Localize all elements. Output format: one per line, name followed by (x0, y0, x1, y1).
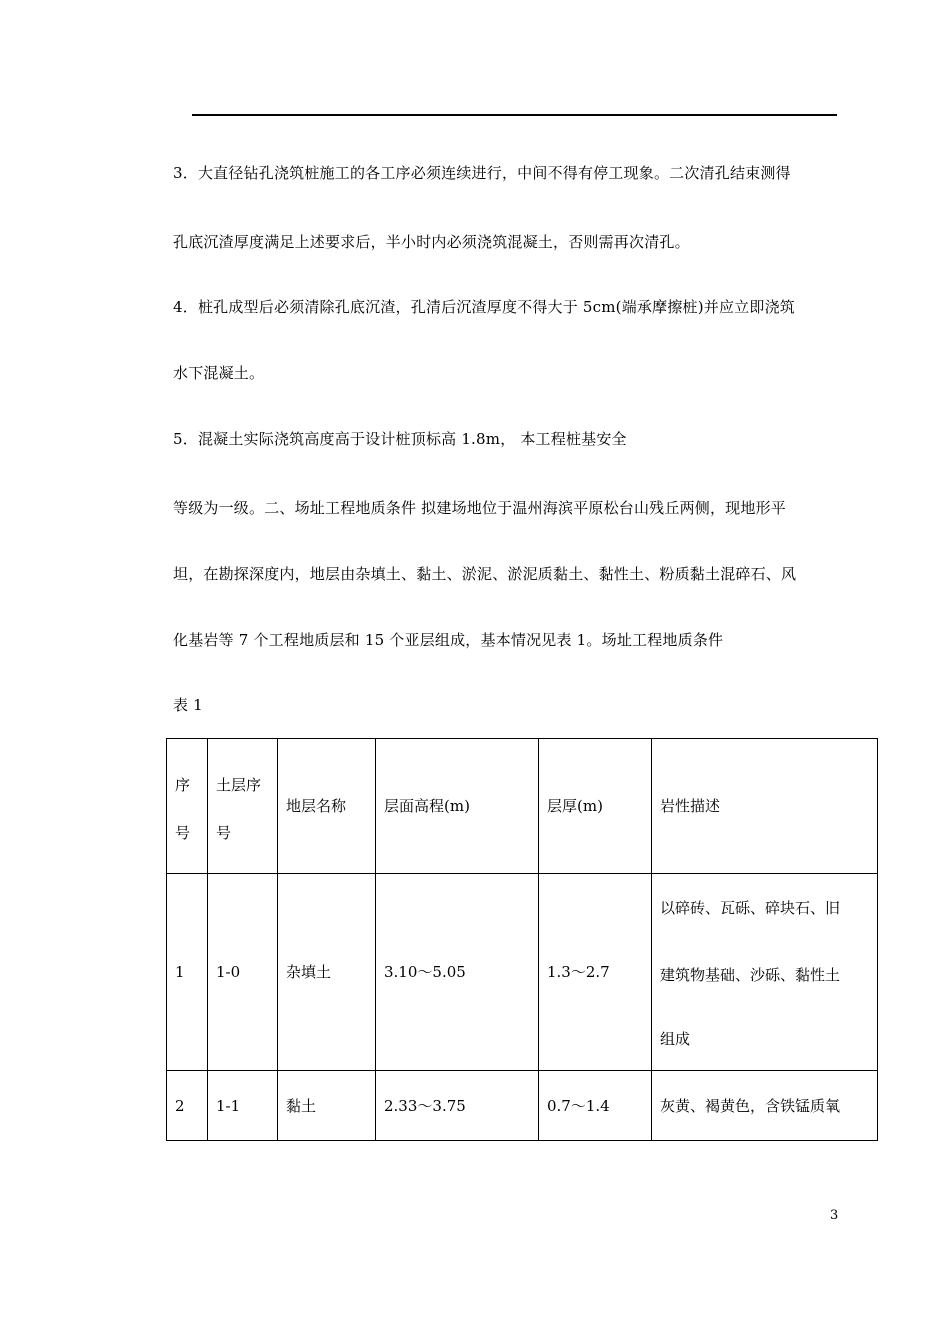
cell-thickness: 0.7～1.4 (539, 1071, 652, 1141)
cell-elevation: 2.33～3.75 (376, 1071, 539, 1141)
paragraph-line: 等级为一级。二、场址工程地质条件 拟建场地位于温州海滨平原松台山残丘两侧，现地形平 (173, 499, 786, 517)
header-name: 地层名称 (278, 739, 376, 874)
cell-seq: 2 (167, 1071, 208, 1141)
page-number: 3 (830, 1208, 839, 1223)
paragraph-line: 化基岩等 7 个工程地质层和 15 个亚层组成，基本情况见表 1。场址工程地质条件 (173, 631, 724, 649)
paragraph-line: 水下混凝土。 (173, 364, 265, 382)
header-description: 岩性描述 (652, 739, 878, 874)
header-seq: 序 号 (167, 739, 208, 874)
cell-name: 杂填土 (278, 874, 376, 1071)
paragraph-line: 坦，在勘探深度内，地层由杂填土、黏土、淤泥、淤泥质黏土、黏性土、粉质黏土混碎石、风 (173, 565, 797, 583)
header-elevation: 层面高程(m) (376, 739, 539, 874)
table-header-row (167, 739, 878, 874)
table-row (167, 1071, 878, 1141)
paragraph-line: 孔底沉渣厚度满足上述要求后，半小时内必须浇筑混凝土，否则需再次清孔。 (173, 233, 690, 251)
header-layer-seq: 土层序 号 (208, 739, 278, 874)
paragraph-line: 5．混凝土实际浇筑高度高于设计桩顶标高 1.8m， 本工程桩基安全 (173, 430, 627, 448)
cell-description: 灰黄、褐黄色，含铁锰质氧 (652, 1071, 878, 1141)
geology-table (166, 738, 878, 1141)
cell-thickness: 1.3～2.7 (539, 874, 652, 1071)
cell-name: 黏土 (278, 1071, 376, 1141)
header-rule (192, 114, 837, 116)
cell-elevation: 3.10～5.05 (376, 874, 539, 1071)
header-thickness: 层厚(m) (539, 739, 652, 874)
cell-seq: 1 (167, 874, 208, 1071)
table-row (167, 874, 878, 1071)
cell-layer-seq: 1-1 (208, 1071, 278, 1141)
paragraph-line: 3．大直径钻孔浇筑桩施工的各工序必须连续进行，中间不得有停工现象。二次清孔结束测得 (173, 164, 791, 182)
cell-layer-seq: 1-0 (208, 874, 278, 1071)
table-caption: 表 1 (173, 696, 203, 714)
cell-description: 以碎砖、瓦砾、碎块石、旧 建筑物基础、沙砾、黏性土 组成 (652, 874, 878, 1071)
paragraph-line: 4．桩孔成型后必须清除孔底沉渣，孔清后沉渣厚度不得大于 5cm(端承摩擦桩)并应立即浇筑 (173, 298, 795, 316)
